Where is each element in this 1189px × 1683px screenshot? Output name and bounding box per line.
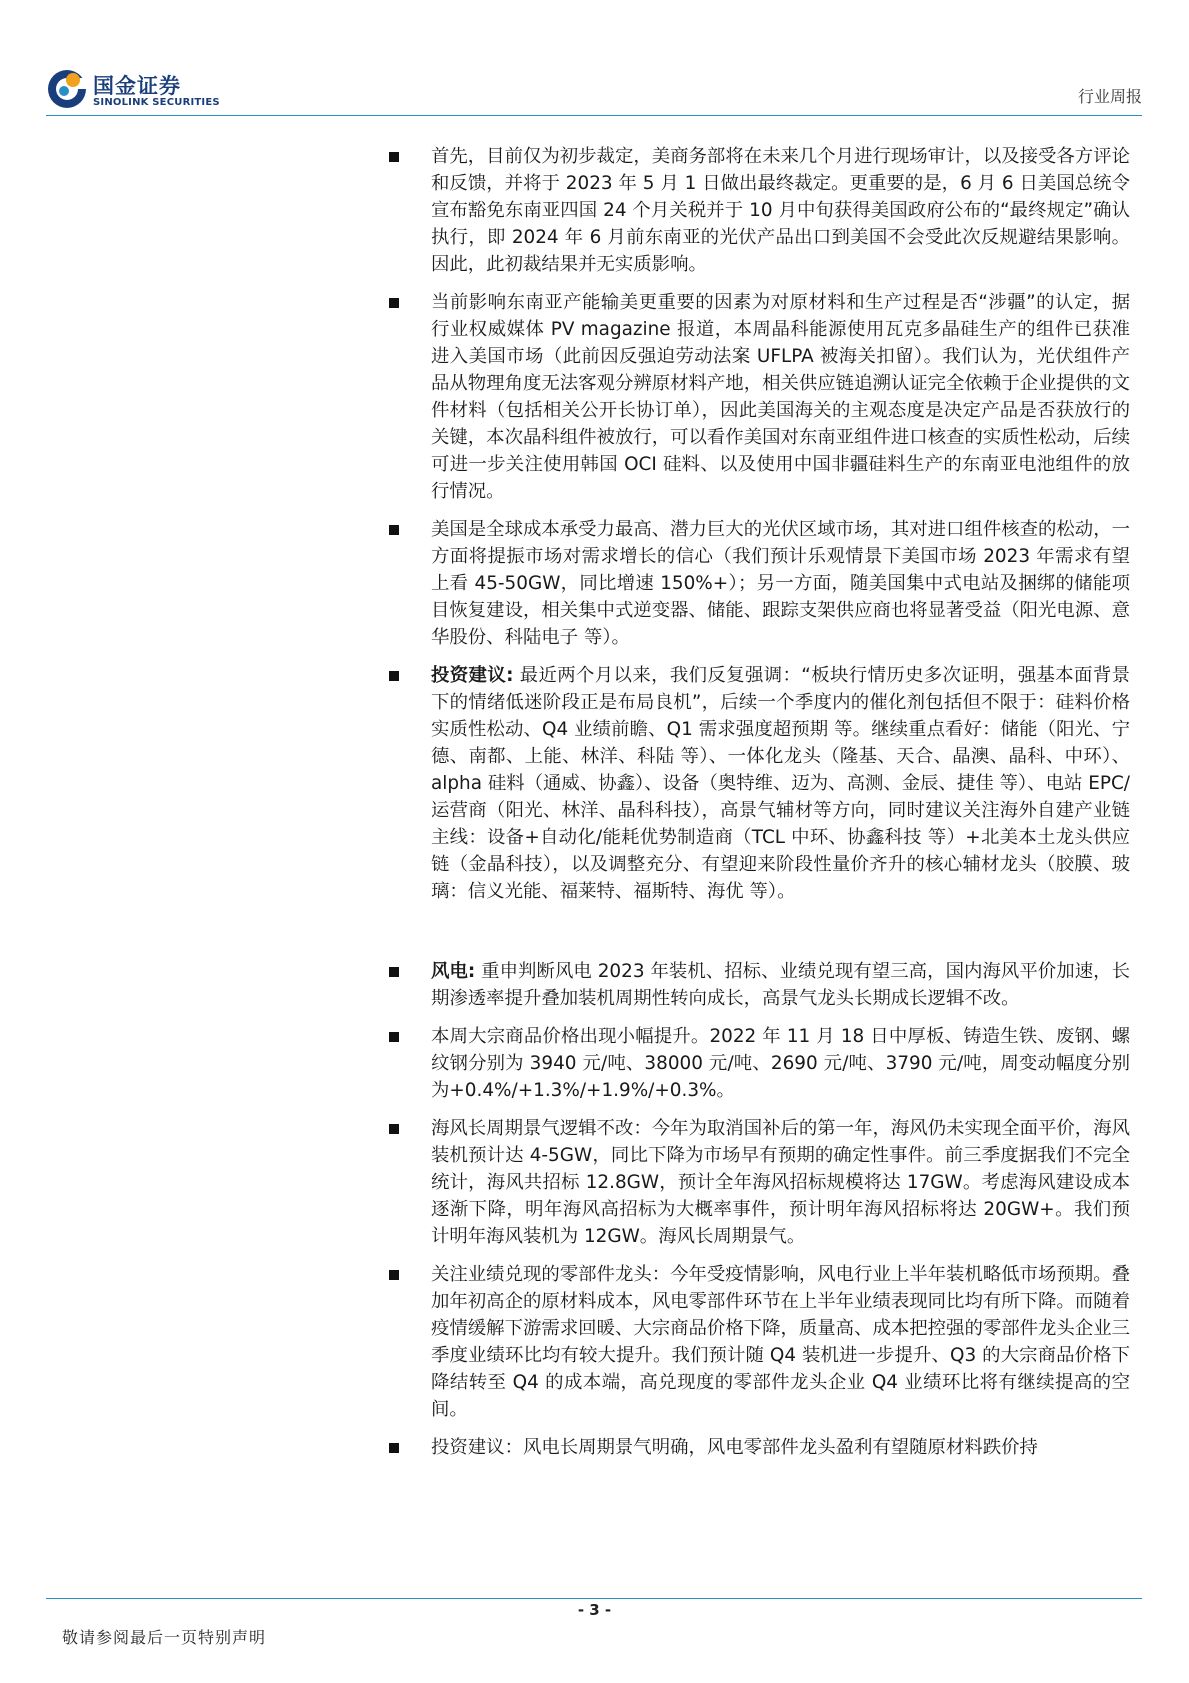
square-bullet-icon xyxy=(389,1270,399,1280)
section-gap xyxy=(385,916,1130,958)
footer-divider xyxy=(46,1598,1142,1599)
bullet-item xyxy=(385,662,1130,905)
bullet-item xyxy=(385,958,1130,1012)
bullet-item xyxy=(385,1115,1130,1250)
square-bullet-icon xyxy=(389,1443,399,1453)
bullet-text: 海风长周期景气逻辑不改：今年为取消国补后的第一年，海风仍未实现全面平价，海风装机预计达 4-5GW，同比下降为市场早有预期的确定性事件。前三季度据我们不完全统计，海风共招标 12.8GW，预计全年海风招标规模将达 17GW。考虑海风建设成本逐渐下降，明年海风高招标为大概率事件，预计明年海风招标将达 20GW+。我们预计明年海风装机为 12GW。海风长周期景气。 xyxy=(431,1118,1130,1247)
bullet-text: 关注业绩兑现的零部件龙头：今年受疫情影响，风电行业上半年装机略低市场预期。叠加年初高企的原材料成本，风电零部件环节在上半年业绩表现同比均有所下降。而随着疫情缓解下游需求回暖、大宗商品价格下降，质量高、成本把控强的零部件龙头企业三季度业绩环比均有较大提升。我们预计随 Q4 装机进一步提升、Q3 的大宗商品价格下降结转至 Q4 的成本端，高兑现度的零部件龙头企业 Q4 业绩环比将有继续提高的空间。 xyxy=(431,1264,1130,1420)
square-bullet-icon xyxy=(389,967,399,977)
bullet-text: 投资建议：风电长周期景气明确，风电零部件龙头盈利有望随原材料跌价持 xyxy=(431,1437,1038,1458)
square-bullet-icon xyxy=(389,671,399,681)
square-bullet-icon xyxy=(389,525,399,535)
bullet-lead: 投资建议: xyxy=(431,665,514,686)
sinolink-logo xyxy=(46,68,286,112)
page-header xyxy=(46,64,1142,116)
bullet-text: 重申判断风电 2023 年装机、招标、业绩兑现有望三高，国内海风平价加速，长期渗透率提升叠加装机周期性转向成长，高景气龙头长期成长逻辑不改。 xyxy=(431,961,1130,1009)
bullet-item xyxy=(385,516,1130,651)
bullet-item xyxy=(385,143,1130,278)
disclaimer-note: 敬请参阅最后一页特别声明 xyxy=(62,1628,267,1647)
bullet-text: 首先，目前仅为初步裁定，美商务部将在未来几个月进行现场审计，以及接受各方评论和反馈，并将于 2023 年 5 月 1 日做出最终裁定。更重要的是，6 月 6 日美国总统令宣布豁免东南亚四国 24 个月关税并于 10 月中旬获得美国政府公布的“最终规定”确认执行，即 2024 年 6 月前东南亚的光伏产品出口到美国不会受此次反规避结果影响。因此，此初裁结果并无实质影响。 xyxy=(431,146,1130,275)
bullet-text: 当前影响东南亚产能输美更重要的因素为对原材料和生产过程是否“涉疆”的认定，据行业权威媒体 PV magazine 报道，本周晶科能源使用瓦克多晶硅生产的组件已获准进入美国市场（此前因反强迫劳动法案 UFLPA 被海关扣留）。我们认为，光伏组件产品从物理角度无法客观分辨原材料产地，相关供应链追溯认证完全依赖于企业提供的文件材料（包括相关公开长协订单），因此美国海关的主观态度是决定产品是否获放行的关键，本次晶科组件被放行，可以看作美国对东南亚组件进口核查的实质性松动，后续可进一步关注使用韩国 OCI 硅料、以及使用中国非疆硅料生产的东南亚电池组件的放行情况。 xyxy=(431,292,1130,502)
square-bullet-icon xyxy=(389,1032,399,1042)
bullet-lead: 风电: xyxy=(431,961,476,982)
square-bullet-icon xyxy=(389,298,399,308)
report-body xyxy=(385,143,1130,1472)
bullet-text: 美国是全球成本承受力最高、潜力巨大的光伏区域市场，其对进口组件核查的松动，一方面将提振市场对需求增长的信心（我们预计乐观情景下美国市场 2023 年需求有望上看 45-50GW，同比增速 150%+）；另一方面，随美国集中式电站及捆绑的储能项目恢复建设，相关集中式逆变器、储能、跟踪支架供应商也将显著受益（阳光电源、意华股份、科陆电子 等）。 xyxy=(431,519,1130,648)
bullet-item xyxy=(385,1434,1130,1461)
logo-chinese-text: 国金证券 xyxy=(93,74,181,98)
header-divider xyxy=(46,115,1142,116)
sinolink-logo-mark-icon xyxy=(46,68,88,110)
bullet-item xyxy=(385,289,1130,505)
page-number: - 3 - xyxy=(577,1601,612,1619)
square-bullet-icon xyxy=(389,152,399,162)
report-type-label: 行业周报 xyxy=(1077,87,1142,106)
bullet-text: 最近两个月以来，我们反复强调：“板块行情历史多次证明，强基本面背景下的情绪低迷阶段正是布局良机”，后续一个季度内的催化剂包括但不限于：硅料价格实质性松动、Q4 业绩前瞻、Q1 需求强度超预期 等。继续重点看好：储能（阳光、宁德、南都、上能、林洋、科陆 等）、一体化龙头（隆基、天合、晶澳、晶科、中环）、alpha 硅料（通威、协鑫）、设备（奥特维、迈为、高测、金辰、捷佳 等）、电站 EPC/运营商（阳光、林洋、晶科科技），高景气辅材等方向，同时建议关注海外自建产业链主线：设备+自动化/能耗优势制造商（TCL 中环、协鑫科技 等）+北美本土龙头供应链（金晶科技），以及调整充分、有望迎来阶段性量价齐升的核心辅材龙头（胶膜、玻璃：信义光能、福莱特、福斯特、海优 等）。 xyxy=(431,665,1130,902)
square-bullet-icon xyxy=(389,1124,399,1134)
logo-english-text: SINOLINK SECURITIES xyxy=(93,97,220,108)
bullet-item xyxy=(385,1023,1130,1104)
bullet-text: 本周大宗商品价格出现小幅提升。2022 年 11 月 18 日中厚板、铸造生铁、废钢、螺纹钢分别为 3940 元/吨、38000 元/吨、2690 元/吨、3790 元/吨，周变动幅度分别为+0.4%/+1.3%/+1.9%/+0.3%。 xyxy=(431,1026,1130,1101)
bullet-item xyxy=(385,1261,1130,1423)
